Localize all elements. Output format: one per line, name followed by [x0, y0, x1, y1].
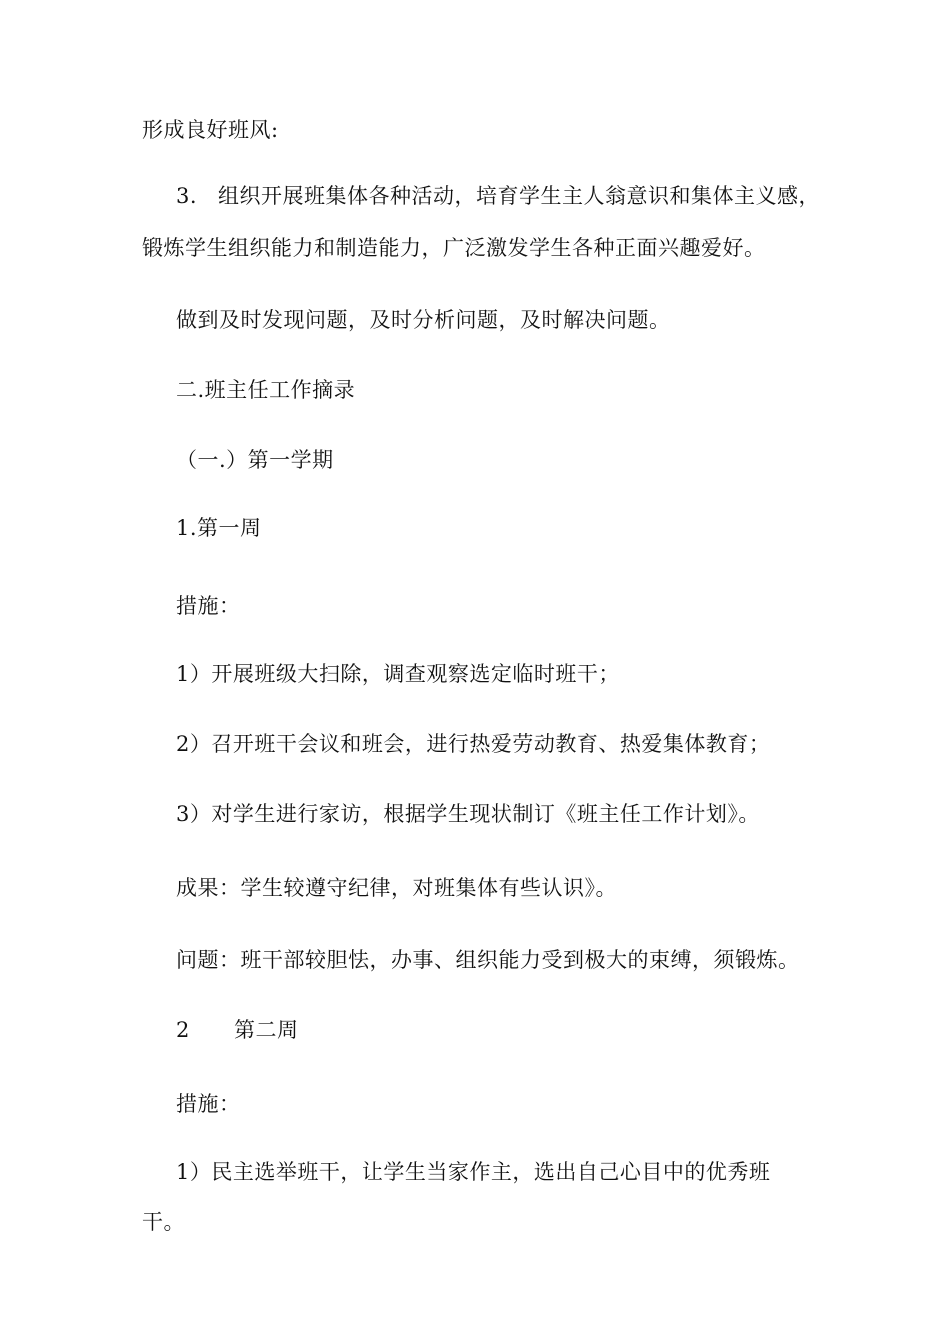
text-line-4: 做到及时发现问题，及时分析问题，及时解决问题。 [176, 308, 671, 332]
section-heading: 二.班主任工作摘录 [176, 378, 356, 402]
list-number-3: 3. [176, 184, 198, 208]
text-line-1: 形成良好班风: [142, 118, 279, 142]
week-heading-1: 1.第一周 [176, 516, 262, 540]
text-line-2: 组织开展班集体各种活动，培育学生主人翁意识和集体主义感， [218, 184, 820, 208]
week-heading-2: 第二周 [234, 1018, 299, 1042]
week-number-2: 2 [176, 1018, 190, 1042]
results-line: 成果：学生较遵守纪律，对班集体有些认识》。 [176, 876, 617, 900]
measures-label-1: 措施： [176, 594, 241, 618]
measures-label-2: 措施： [176, 1092, 241, 1116]
subsection-heading: （一.）第一学期 [176, 448, 334, 472]
text-line-3: 锻炼学生组织能力和制造能力，广泛激发学生各种正面兴趣爱好。 [142, 236, 766, 260]
measure-item-1: 1）开展班级大扫除，调查观察选定临时班干； [176, 662, 620, 686]
measure-item-2: 2）召开班干会议和班会，进行热爱劳动教育、热爱集体教育； [176, 732, 771, 756]
problems-line: 问题：班干部较胆怯，办事、组织能力受到极大的束缚，须锻炼。 [176, 948, 800, 972]
measure-item-4-continuation: 干。 [142, 1210, 185, 1234]
measure-item-3: 3）对学生进行家访，根据学生现状制订《班主任工作计划》。 [176, 802, 760, 826]
measure-item-4: 1）民主选举班干，让学生当家作主，选出自己心目中的优秀班 [176, 1160, 771, 1184]
